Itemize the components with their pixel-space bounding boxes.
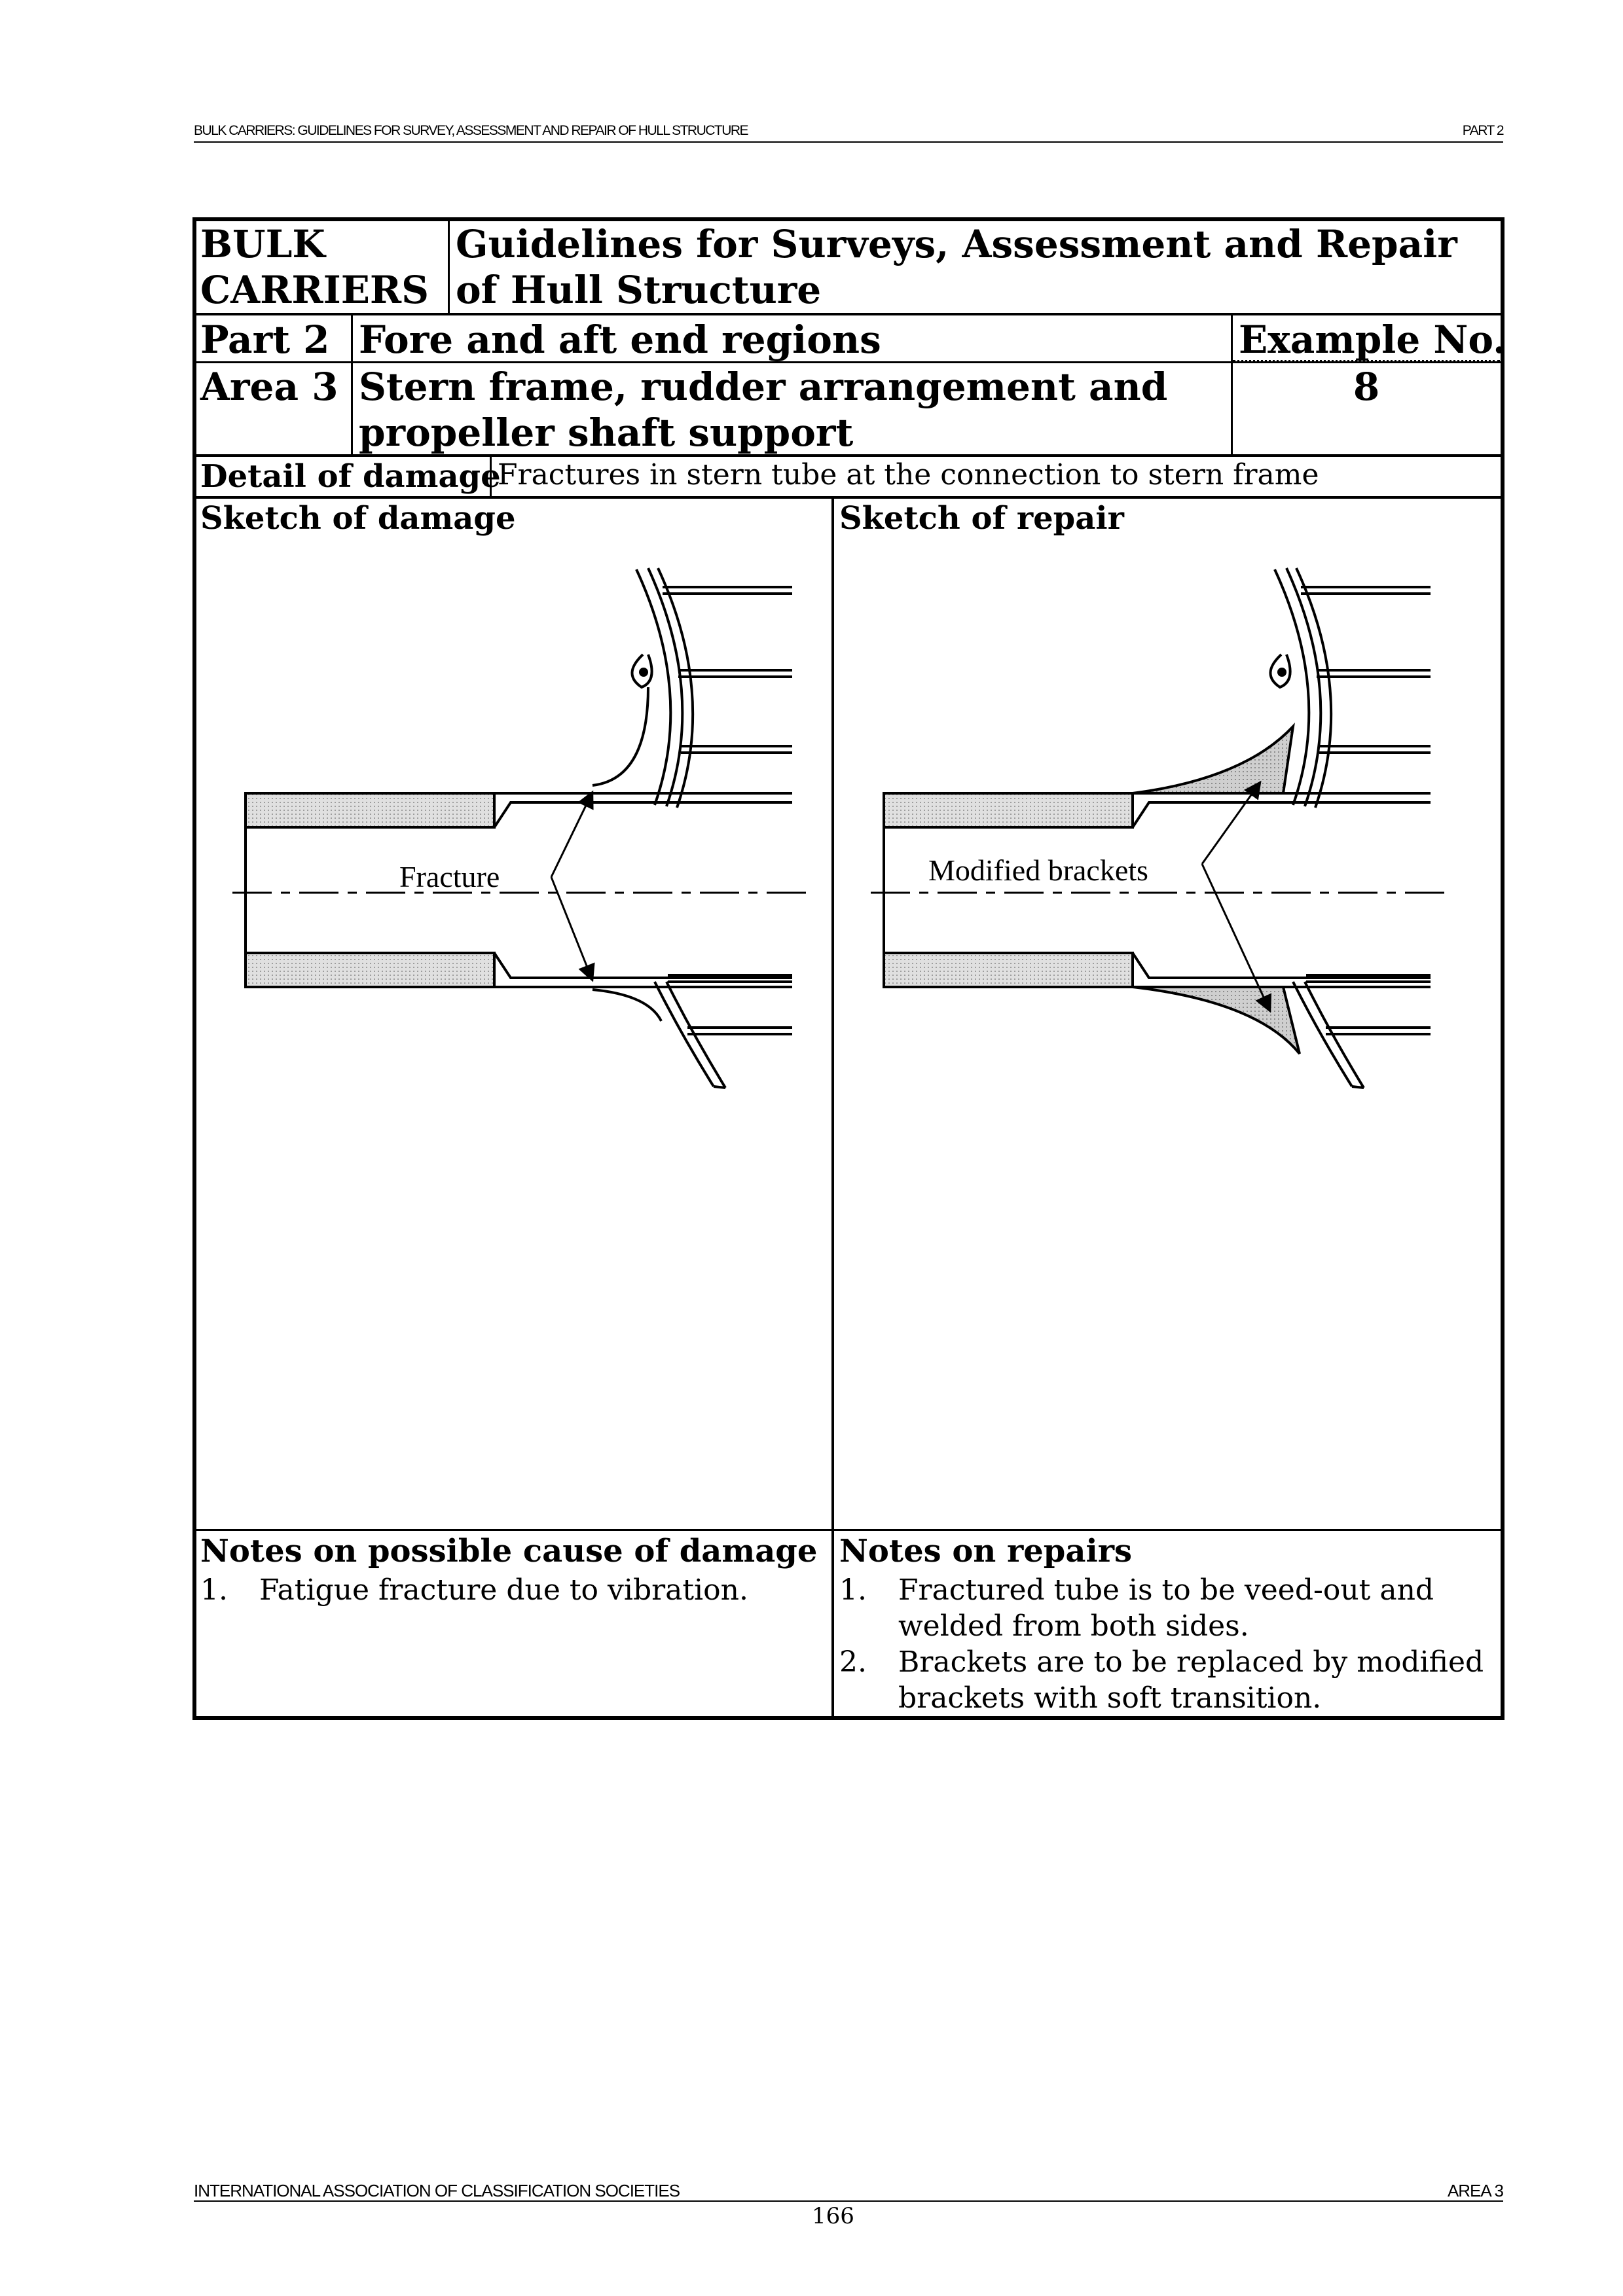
cause-notes-heading: Notes on possible cause of damage: [200, 1533, 818, 1570]
repair-note-line: Fractured tube is to be veed-out and: [898, 1573, 1434, 1607]
rule-org-divider: [448, 221, 450, 314]
repair-callout-label: Modified brackets: [928, 853, 1148, 887]
rule-label-divider: [351, 314, 353, 456]
repair-note-line: Brackets are to be replaced by modified: [898, 1645, 1484, 1679]
example-label: Example No.: [1239, 317, 1506, 362]
rule-title: [196, 313, 1501, 315]
detail-label: Detail of damage: [200, 458, 501, 495]
document-title: Guidelines for Surveys, Assessment and Repair of Hull Structure: [456, 222, 1457, 312]
repair-note-item: [839, 1644, 1484, 1716]
cause-note-item: [200, 1572, 748, 1608]
rule-notes: [196, 1529, 1501, 1531]
footer-area: AREA 3: [1447, 2181, 1503, 2200]
detail-text: Fractures in stern tube at the connection to stern frame: [498, 458, 1319, 492]
example-form: [192, 217, 1504, 1720]
example-number: 8: [1353, 365, 1380, 409]
area-label: Area 3: [200, 365, 338, 409]
repair-note-number: 2.: [839, 1645, 867, 1679]
damage-callout-label: Fracture: [399, 860, 500, 893]
repair-notes-heading: Notes on repairs: [839, 1533, 1132, 1570]
damage-sketch-heading: Sketch of damage: [200, 500, 516, 537]
rule-center-divider: [831, 497, 834, 1720]
part-label: Part 2: [200, 317, 330, 362]
running-header: [194, 122, 1503, 143]
repair-sketch-heading: Sketch of repair: [839, 500, 1124, 537]
rule-detail: [196, 496, 1501, 499]
running-footer: [194, 2181, 1503, 2202]
part-title: Fore and aft end regions: [359, 317, 881, 362]
running-header-title: BULK CARRIERS: GUIDELINES FOR SURVEY, ASSESSMENT AND REPAIR OF HULL STRUCTURE: [194, 123, 748, 138]
repair-note-line: brackets with soft transition.: [898, 1681, 1322, 1715]
page-number: 166: [812, 2203, 854, 2229]
repair-note-number: 1.: [839, 1573, 867, 1607]
area-title: Stern frame, rudder arrangement and propeller shaft support: [359, 365, 1168, 455]
footer-organization: INTERNATIONAL ASSOCIATION OF CLASSIFICATION SOCIETIES: [194, 2181, 680, 2200]
cause-note-text: Fatigue fracture due to vibration.: [259, 1573, 748, 1607]
org-label: BULK CARRIERS: [200, 222, 429, 312]
running-header-part: PART 2: [1462, 123, 1503, 138]
repair-note-item: [839, 1572, 1434, 1644]
repair-note-line: welded from both sides.: [898, 1609, 1249, 1643]
cause-note-number: 1.: [200, 1573, 228, 1607]
